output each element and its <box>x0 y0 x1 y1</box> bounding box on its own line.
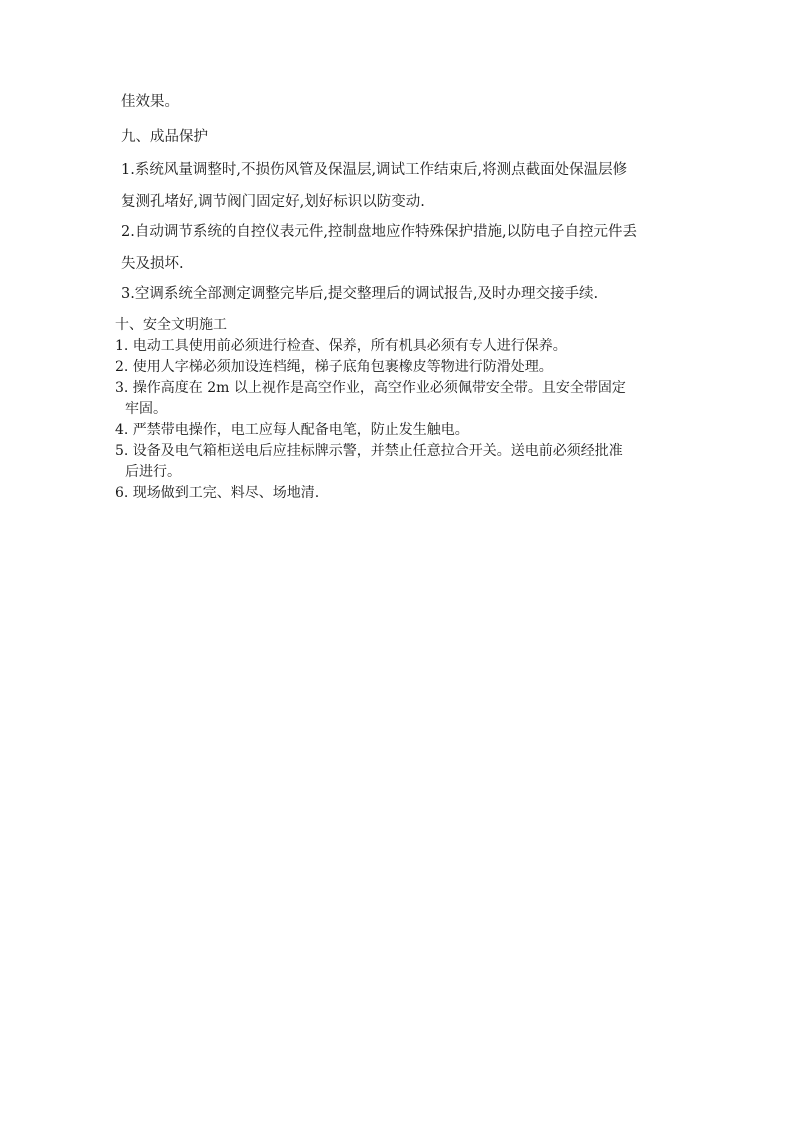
section9-item-1-line-1: 1.系统风量调整时,不损伤风管及保温层,调试工作结束后,将测点截面处保温层修 <box>121 162 628 178</box>
section9-item-1-line-2: 复测孔堵好,调节阀门固定好,划好标识以防变动. <box>121 194 425 210</box>
section10-item-5-line-2: 后进行。 <box>125 464 181 480</box>
section10-item-3-line-1: 3. 操作高度在 2m 以上视作是高空作业，高空作业必须佩带安全带。且安全带固定 <box>115 380 626 396</box>
section9-item-2-line-2: 失及损坏. <box>121 256 184 272</box>
section10-item-5-line-1: 5. 设备及电气箱柜送电后应挂标牌示警，并禁止任意拉合开关。送电前必须经批准 <box>115 443 623 459</box>
section-heading-9: 九、成品保护 <box>121 129 208 145</box>
section9-item-2-line-1: 2.自动调节系统的自控仪表元件,控制盘地应作特殊保护措施,以防电子自控元件丢 <box>121 224 638 240</box>
section10-item-1: 1. 电动工具使用前必须进行检查、保养，所有机具必须有专人进行保养。 <box>115 338 567 354</box>
section10-item-2: 2. 使用人字梯必须加设连档绳，梯子底角包裹橡皮等物进行防滑处理。 <box>115 359 553 375</box>
section9-item-3-line-1: 3.空调系统全部测定调整完毕后,提交整理后的调试报告,及时办理交接手续. <box>121 286 599 302</box>
section10-item-4: 4. 严禁带电操作，电工应每人配备电笔，防止发生触电。 <box>115 422 469 438</box>
lead-text: 佳效果。 <box>121 94 179 110</box>
section-heading-10: 十、安全文明施工 <box>115 317 227 333</box>
section10-item-6: 6. 现场做到工完、料尽、场地清. <box>115 485 320 501</box>
section10-item-3-line-2: 牢固。 <box>125 401 167 417</box>
